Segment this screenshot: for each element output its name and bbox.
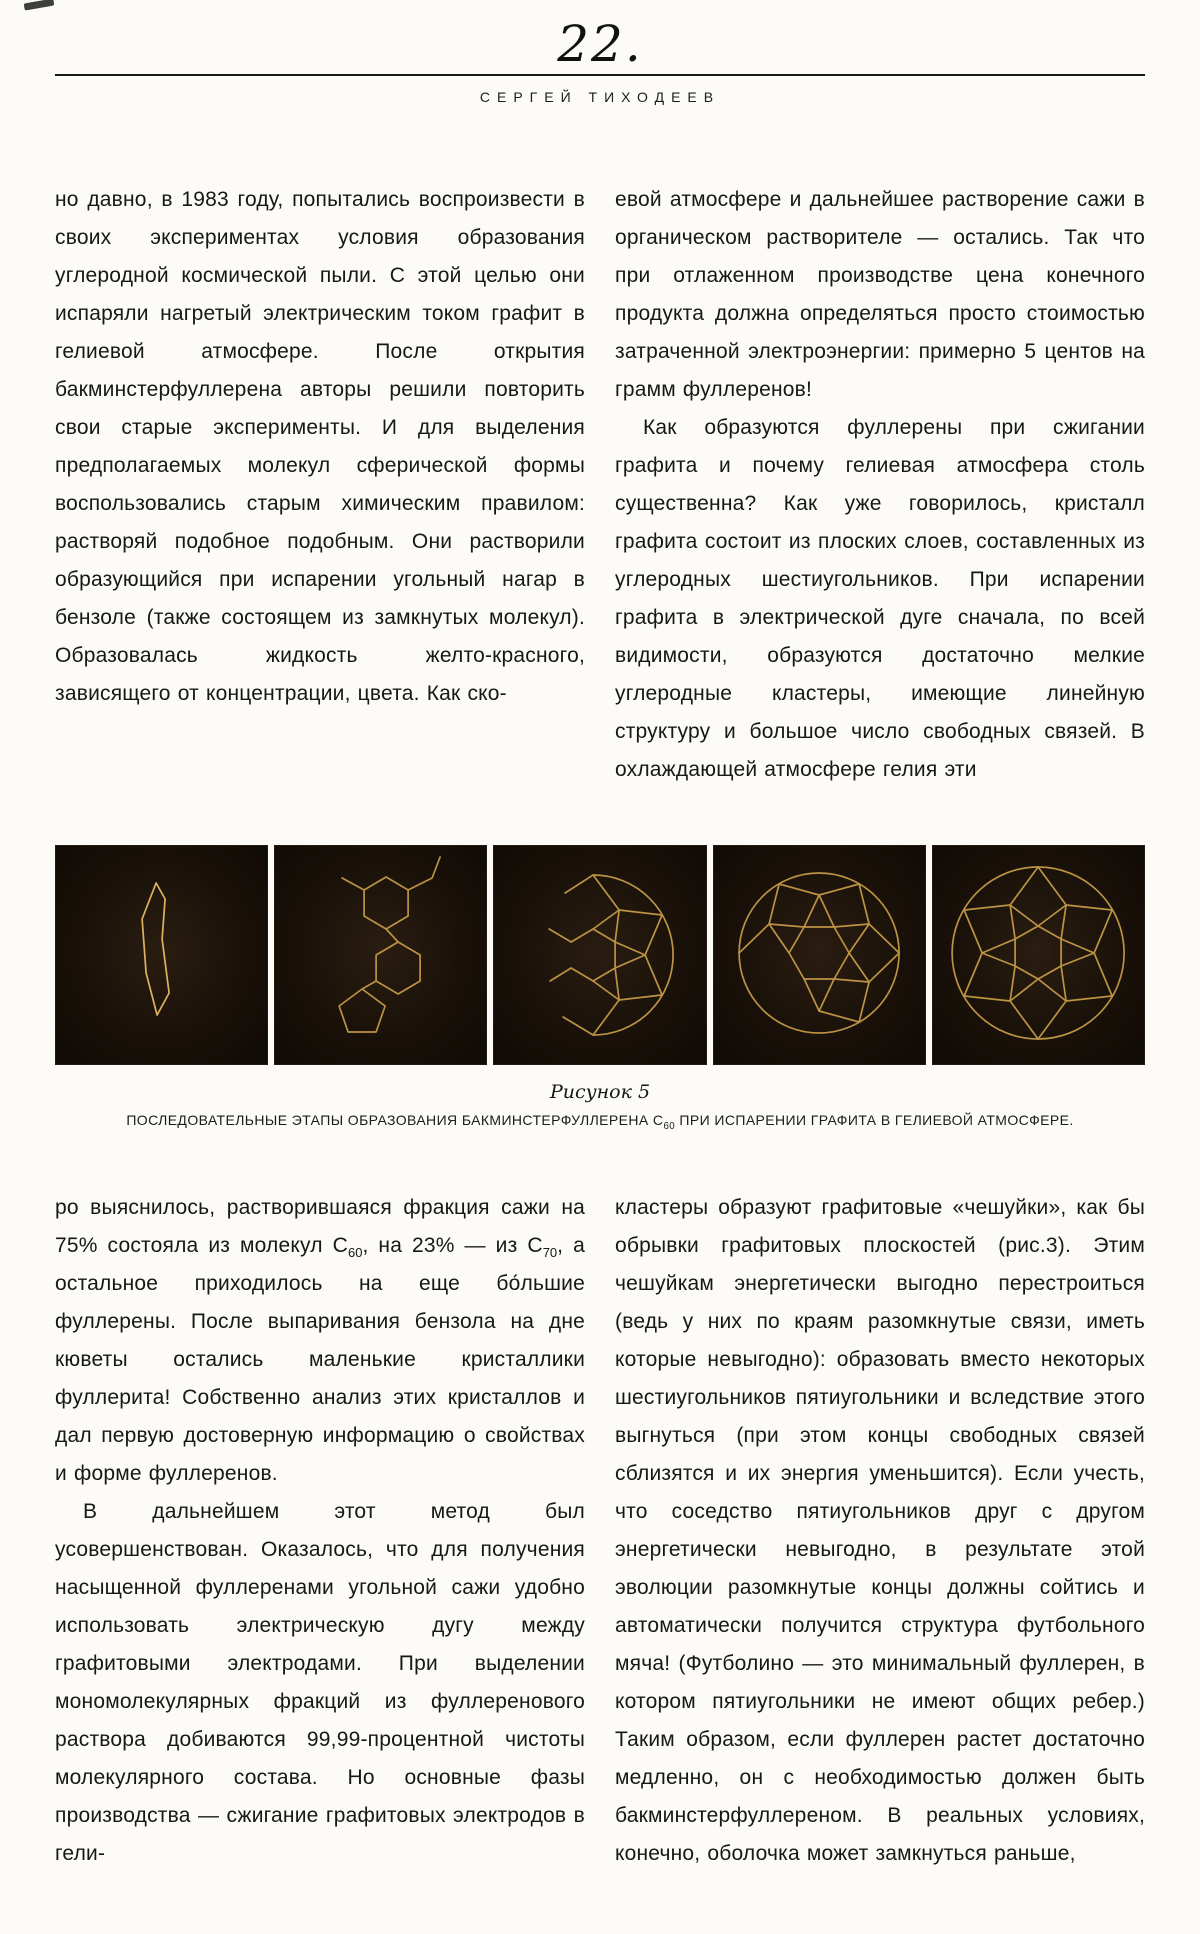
top-left-column xyxy=(55,181,585,789)
fullerene-stage-2-drawing xyxy=(274,845,487,1065)
figure-panel-1 xyxy=(55,845,268,1065)
subscript: 70 xyxy=(542,1244,558,1260)
figure-panel-4 xyxy=(713,845,926,1065)
figure-panel-3 xyxy=(493,845,706,1065)
text-run: кластеры образуют графитовые «чешуйки», как бы обрывки графитовых плоскостей (рис.3). Этим чешуйкам энергетически выгодно перестроиться (ведь у них по краям разомкнутые связи, иметь которые невыгодно): образовать вместо некоторых шестиугольников пятиугольники и вследствие этого выгнуться (при этом концы свободных связей сблизятся и их энергия уменьшится). Если учесть, что соседство пятиугольников друг с другом энергетически невыгодно, в результате этой эволюции разомкнутые концы должны сойтись и автоматически получится структура футбольного мяча! (Футболино — это минимальный фуллерен, в котором пятиугольники не имеют общих ребер.) Таким образом, если фуллерен растет достаточно медленно, он с необходимостью должен быть бакминстерфуллереном. В реальных условиях, конечно, оболочка может замкнуться раньше, xyxy=(615,1195,1145,1865)
author-name: СЕРГЕЙ ТИХОДЕЕВ xyxy=(479,89,721,105)
paragraph xyxy=(615,181,1145,409)
figure-panel-2 xyxy=(274,845,487,1065)
figure-panel-5 xyxy=(932,845,1145,1065)
paragraph xyxy=(55,181,585,713)
bottom-right-column xyxy=(615,1189,1145,1873)
text-run: ро выяснилось, растворившаяся фракция сажи на 75% состояла из молекул C xyxy=(55,1195,585,1257)
figure-caption xyxy=(0,1081,1200,1135)
text-run: Как образуются фуллерены при сжигании графита и почему гелиевая атмосфера столь существенна? Как уже говорилось, кристалл графита состоит из плоских слоев, составленных из углеродных шестиугольников. При испарении графита в электрической дуге сначала, по всей видимости, образуются достаточно мелкие углеродные кластеры, имеющие линейную структуру и большое число свободных связей. В охлаждающей атмосфере гелия эти xyxy=(615,416,1145,781)
paragraph xyxy=(615,1189,1145,1873)
page-number: 22. xyxy=(557,15,643,73)
figure-5 xyxy=(0,845,1200,1135)
figure-caption-title: Рисунок 5 xyxy=(549,1081,651,1103)
paragraph xyxy=(55,1189,585,1493)
subscript: 60 xyxy=(347,1244,363,1260)
text-run: ПОСЛЕДОВАТЕЛЬНЫЕ ЭТАПЫ ОБРАЗОВАНИЯ БАКМИНСТЕРФУЛЛЕРЕНА C xyxy=(126,1112,664,1128)
fullerene-stage-3-drawing xyxy=(493,845,706,1065)
bottom-left-column xyxy=(55,1189,585,1873)
text-run: В дальнейшем этот метод был усовершенствован. Оказалось, что для получения насыщенной фуллеренами угольной сажи удобно использовать электрическую дугу между графитовыми электродами. При выделении мономолекулярных фракций из фуллеренового раствора добиваются 99,99-процентной чистоты молекулярного состава. Но основные фазы производства — сжигание графитовых электродов в гели- xyxy=(55,1499,585,1865)
text-run: ПРИ ИСПАРЕНИИ ГРАФИТА В ГЕЛИЕВОЙ АТМОСФЕРЕ. xyxy=(675,1112,1074,1128)
text-run: , на 23% — из C xyxy=(362,1233,543,1257)
text-run: , а остальное приходилось на еще бо́льшие фуллерены. После выпаривания бензола на дне кюветы остались маленькие кристаллики фуллерита! Собственно анализ этих кристаллов и дал первую достоверную информацию о свойствах и форме фуллеренов. xyxy=(55,1233,585,1485)
paragraph xyxy=(55,1493,585,1873)
figure-panel-strip xyxy=(0,845,1200,1065)
fullerene-stage-1-drawing xyxy=(55,845,268,1065)
top-text-block xyxy=(0,181,1200,789)
text-run: но давно, в 1983 году, попытались воспроизвести в своих экспериментах условия образования углеродной космической пыли. С этой целью они испаряли нагретый электрическим током графит в гелиевой атмосфере. После открытия бакминстерфуллерена авторы решили повторить свои старые эксперименты. И для выделения предполагаемых молекул сферической формы воспользовались старым химическим правилом: растворяй подобное подобным. Они растворили образующийся при испарении угольный нагар в бензоле (также состоящем из замкнутых молекул). Образовалась жидкость желто-красного, зависящего от концентрации, цвета. Как ско- xyxy=(55,188,585,705)
top-right-column xyxy=(615,181,1145,789)
figure-caption-description xyxy=(0,1112,1200,1135)
text-run: евой атмосфере и дальнейшее растворение сажи в органическом растворителе — остались. Так что при отлаженном производстве цена конечного продукта должна определяться просто стоимостью затраченной электроэнергии: примерно 5 центов на грамм фуллеренов! xyxy=(615,188,1145,401)
subscript: 60 xyxy=(663,1120,676,1132)
fullerene-stage-4-drawing xyxy=(713,845,926,1065)
page-header xyxy=(0,0,1200,105)
paragraph xyxy=(615,409,1145,789)
header-rule xyxy=(55,74,1145,76)
fullerene-stage-5-drawing xyxy=(932,845,1145,1065)
bottom-text-block xyxy=(0,1189,1200,1873)
